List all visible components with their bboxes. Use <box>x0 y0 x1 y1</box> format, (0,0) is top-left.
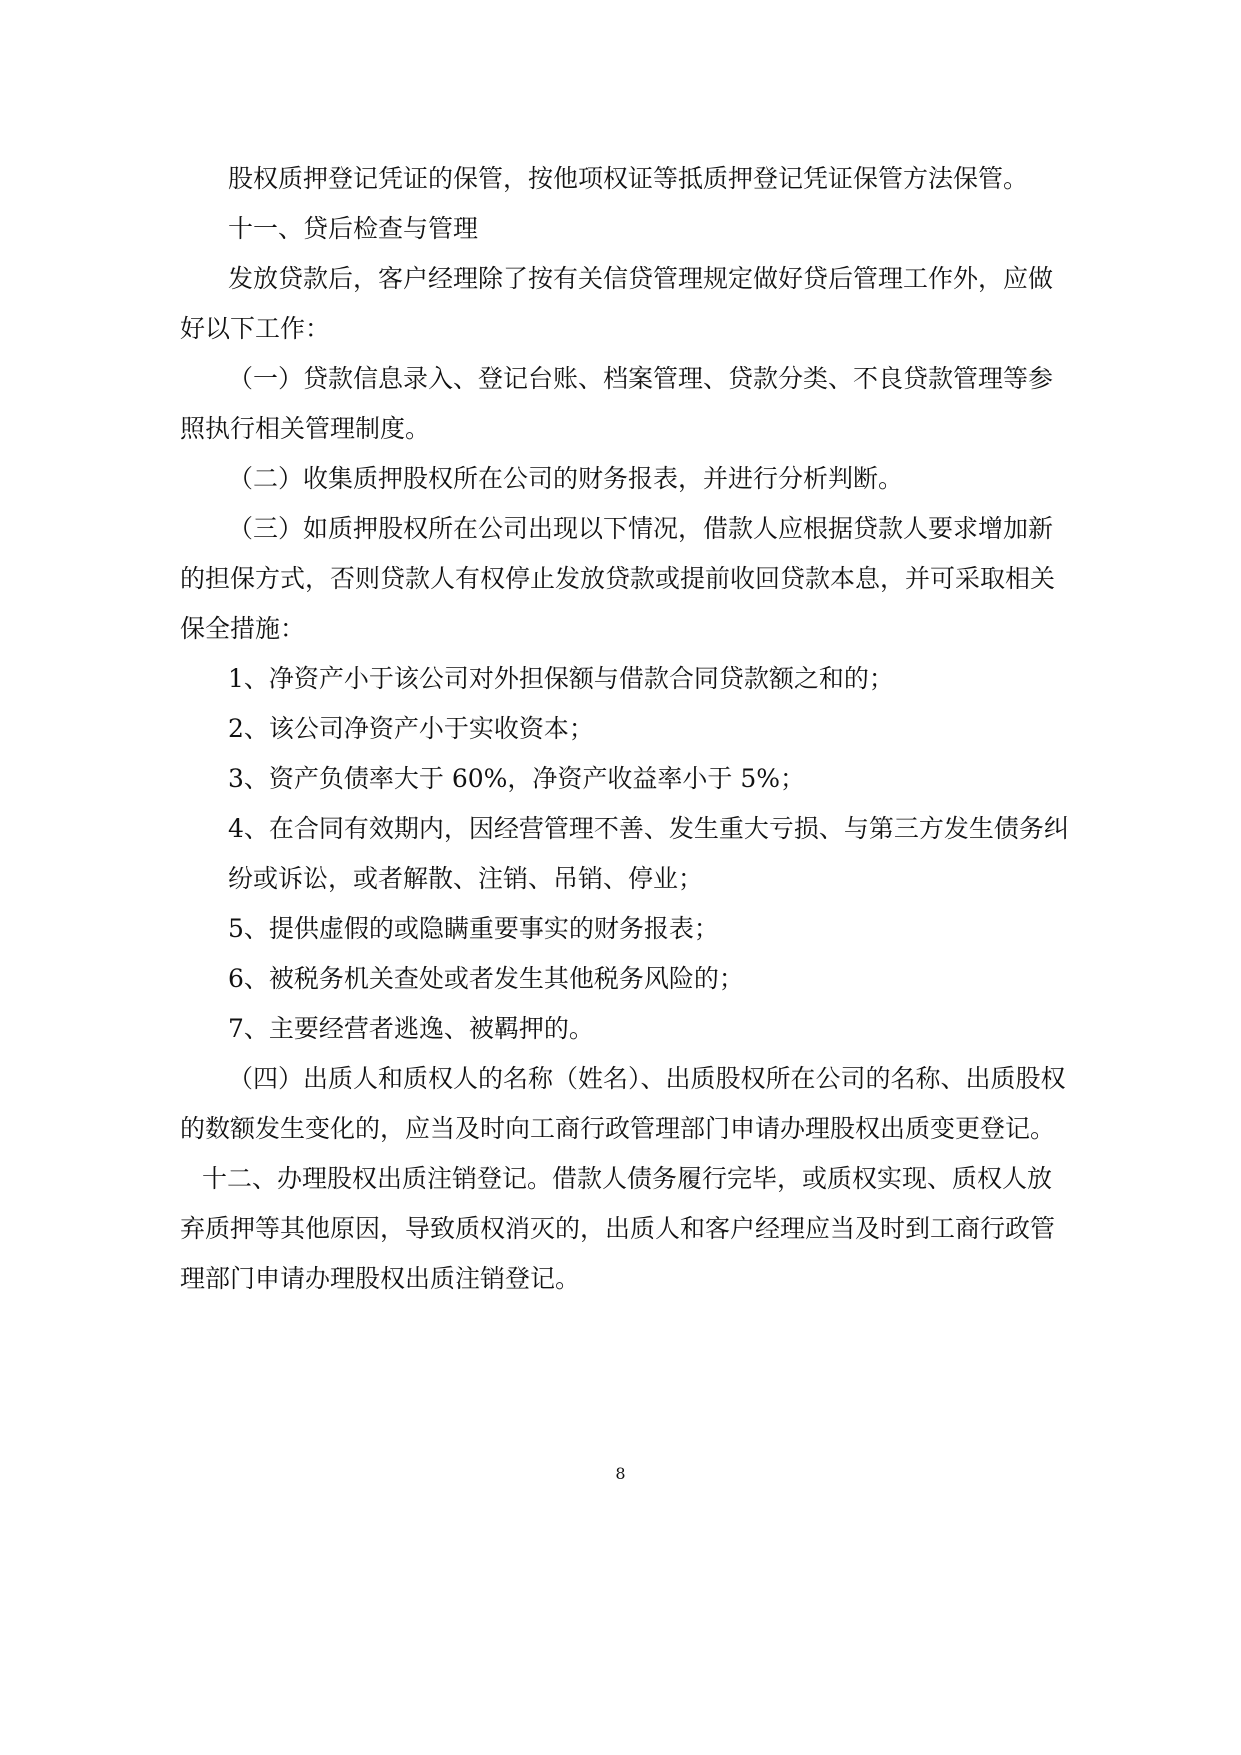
text-line: 发放贷款后，客户经理除了按有关信贷管理规定做好贷后管理工作外，应做 <box>228 264 1054 293</box>
text-line: （一）贷款信息录入、登记台账、档案管理、贷款分类、不良贷款管理等参 <box>228 364 1054 393</box>
text-line: 弃质押等其他原因，导致质权消灭的，出质人和客户经理应当及时到工商行政管 <box>180 1214 1056 1243</box>
list-item: 3、资产负债率大于 60%，净资产收益率小于 5%； <box>228 764 806 793</box>
list-item: 4、在合同有效期内，因经营管理不善、发生重大亏损、与第三方发生债务纠 <box>228 814 1069 843</box>
text-line: 照执行相关管理制度。 <box>180 414 431 443</box>
list-item: 2、该公司净资产小于实收资本； <box>228 714 594 743</box>
text-line: （四）出质人和质权人的名称（姓名）、出质股权所在公司的名称、出质股权 <box>228 1064 1066 1093</box>
section-heading: 十二、办理股权出质注销登记。借款人债务履行完毕，或质权实现、质权人放 <box>202 1164 1053 1193</box>
text-line: （三）如质押股权所在公司出现以下情况，借款人应根据贷款人要求增加新 <box>228 514 1054 543</box>
text-line: 好以下工作： <box>180 314 331 343</box>
list-item: 5、提供虚假的或隐瞒重要事实的财务报表； <box>228 914 719 943</box>
page-number: 8 <box>615 1464 626 1483</box>
list-item: 6、被税务机关查处或者发生其他税务风险的； <box>228 964 744 993</box>
text-line: 理部门申请办理股权出质注销登记。 <box>180 1264 581 1293</box>
list-item-continuation: 纷或诉讼，或者解散、注销、吊销、停业； <box>228 864 704 893</box>
section-heading: 十一、贷后检查与管理 <box>228 214 479 243</box>
list-item: 7、主要经营者逃逸、被羁押的。 <box>228 1014 594 1043</box>
text-line: 股权质押登记凭证的保管，按他项权证等抵质押登记凭证保管方法保管。 <box>228 164 1029 193</box>
list-item: 1、净资产小于该公司对外担保额与借款合同贷款额之和的； <box>228 664 894 693</box>
text-line: 的数额发生变化的，应当及时向工商行政管理部门申请办理股权出质变更登记。 <box>180 1114 1056 1143</box>
text-line: 的担保方式，否则贷款人有权停止发放贷款或提前收回贷款本息，并可采取相关 <box>180 564 1056 593</box>
text-line: （二）收集质押股权所在公司的财务报表，并进行分析判断。 <box>228 464 904 493</box>
text-line: 保全措施： <box>180 614 306 643</box>
